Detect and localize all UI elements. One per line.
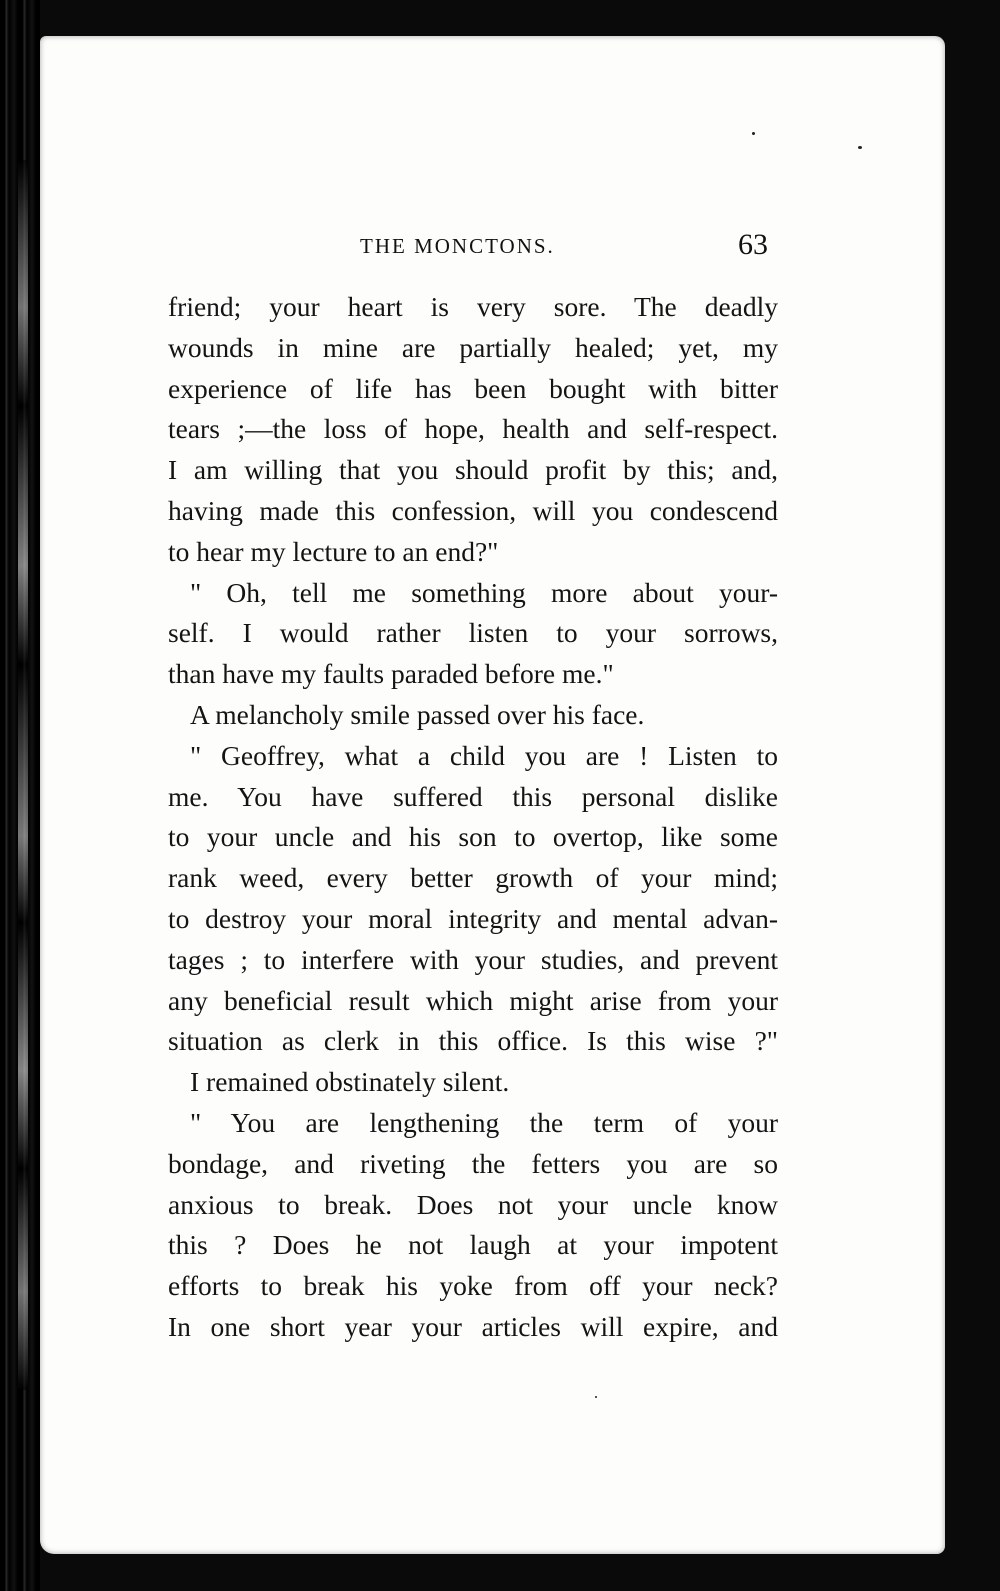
text-line: wounds in mine are partially healed; yet, my [168,331,778,363]
text-line: I remained obstinately silent. [190,1066,510,1098]
text-line: to your uncle and his son to overtop, like some [168,821,778,853]
text-line: bondage, and riveting the fetters you are so [168,1147,778,1179]
text-line: " Geoffrey, what a child you are ! Listen to [190,739,778,771]
text-line: In one short year your articles will expire, and [168,1310,778,1342]
text-line: to destroy your moral integrity and mental advan- [168,902,778,934]
text-line: " Oh, tell me something more about your- [190,576,778,608]
page-number: 63 [738,228,768,261]
text-line: to hear my lecture to an end?" [168,535,499,567]
text-line: " You are lengthening the term of your [190,1106,778,1138]
text-line: me. You have suffered this personal dislike [168,780,778,812]
text-line: anxious to break. Does not your uncle know [168,1188,778,1220]
text-line: efforts to break his yoke from off your neck? [168,1270,778,1302]
ink-speck [858,146,862,149]
text-line: experience of life has been bought with bitter [168,372,778,404]
binding-highlight [18,160,28,1390]
page-header [170,228,770,268]
text-line: any beneficial result which might arise from your [168,984,778,1016]
body-text [168,287,778,1348]
text-line: A melancholy smile passed over his face. [190,698,645,730]
text-line: friend; your heart is very sore. The deadly [168,291,778,322]
running-head: THE MONCTONS. [360,234,555,258]
ink-speck [752,132,755,135]
text-line: than have my faults paraded before me." [168,658,614,690]
text-line: this ? Does he not laugh at your impotent [168,1229,778,1261]
text-line: having made this confession, will you condescend [168,494,778,526]
ink-speck [595,1396,597,1398]
text-line: rank weed, every better growth of your mind; [168,862,778,894]
text-line: self. I would rather listen to your sorrows, [168,617,778,649]
text-line: tages ; to interfere with your studies, and prevent [168,943,778,975]
text-line: situation as clerk in this office. Is this wise ?" [168,1025,778,1057]
text-line: I am willing that you should profit by this; and, [168,454,778,486]
text-line: tears ;—the loss of hope, health and self-respect. [168,413,778,445]
